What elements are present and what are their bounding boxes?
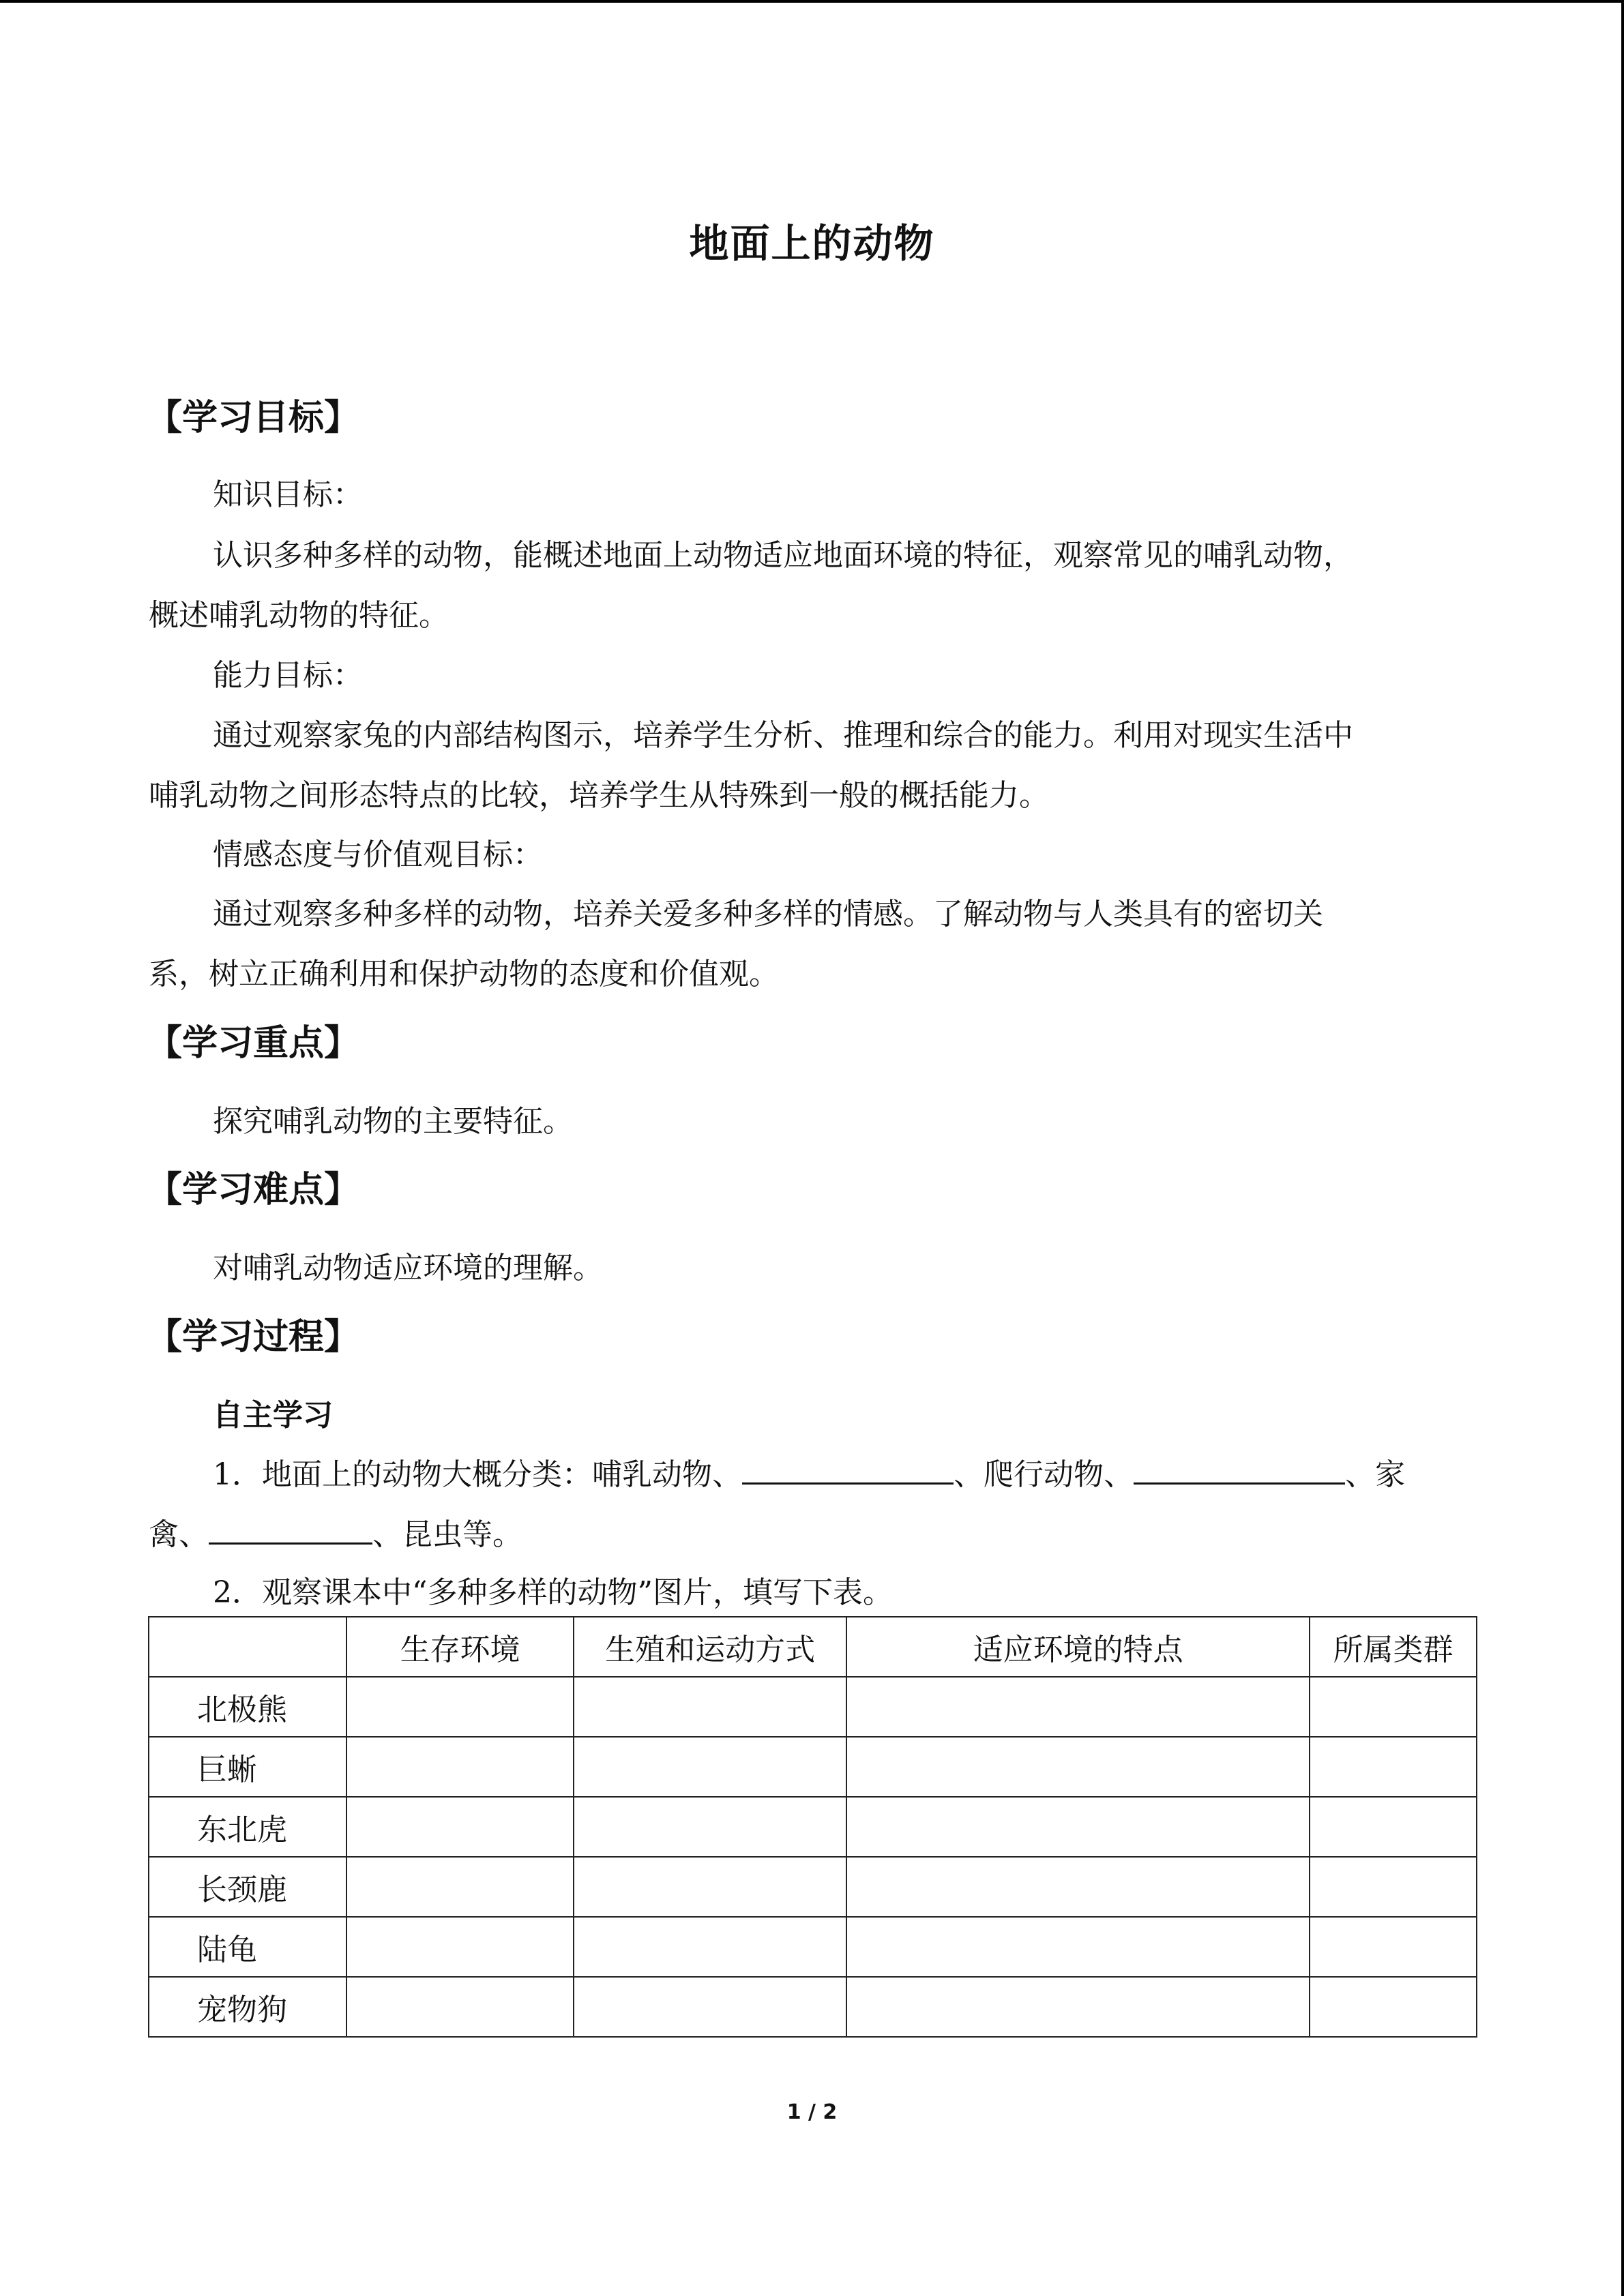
ability-label: 能力目标： (213, 658, 363, 693)
table-cell[interactable] (1310, 1737, 1477, 1797)
process-heading: 【学习过程】 (147, 1317, 360, 1358)
question-2: 2．观察课本中“多种多样的动物”图片，填写下表。 (213, 1575, 893, 1610)
table-cell[interactable] (574, 1977, 846, 2037)
table-row (149, 1797, 1477, 1857)
table-cell[interactable] (1310, 1917, 1477, 1977)
table-cell[interactable] (574, 1737, 846, 1797)
page-title: 地面上的动物 (689, 220, 935, 267)
table-cell[interactable] (846, 1677, 1310, 1737)
question-1-text-b: 、爬行动物、 (954, 1457, 1134, 1492)
table-header-cell: 生殖和运动方式 (574, 1617, 846, 1677)
table-row (149, 1977, 1477, 2037)
table-row (149, 1917, 1477, 1977)
table-cell[interactable] (846, 1737, 1310, 1797)
knowledge-text-line-2: 概述哺乳动物的特征。 (149, 598, 449, 633)
table-cell[interactable] (846, 1797, 1310, 1857)
table-cell[interactable] (846, 1917, 1310, 1977)
table-cell[interactable] (1310, 1797, 1477, 1857)
table-header-cell: 所属类群 (1310, 1617, 1477, 1677)
table-cell[interactable] (346, 1737, 574, 1797)
knowledge-text-line-1: 认识多种多样的动物，能概述地面上动物适应地面环境的特征，观察常见的哺乳动物， (213, 538, 1353, 573)
fill-blank-3[interactable] (209, 1512, 372, 1545)
table-cell[interactable] (846, 1857, 1310, 1917)
table-cell[interactable] (574, 1857, 846, 1917)
key-points-heading: 【学习重点】 (147, 1023, 360, 1064)
table-header-row (149, 1617, 1477, 1677)
table-cell[interactable] (346, 1797, 574, 1857)
table-cell[interactable] (1310, 1977, 1477, 2037)
objectives-heading: 【学习目标】 (147, 398, 360, 438)
emotion-label: 情感态度与价值观目标： (213, 837, 543, 872)
table-cell[interactable] (574, 1677, 846, 1737)
question-1-line-2 (149, 1512, 522, 1555)
table-header-cell: 生存环境 (346, 1617, 574, 1677)
knowledge-label: 知识目标： (213, 477, 363, 512)
fill-blank-1[interactable] (742, 1452, 954, 1485)
table-header-cell (149, 1617, 346, 1677)
table-cell[interactable] (1310, 1857, 1477, 1917)
key-points-text: 探究哺乳动物的主要特征。 (213, 1104, 573, 1139)
ability-text-line-2: 哺乳动物之间形态特点的比较，培养学生从特殊到一般的概括能力。 (149, 778, 1049, 813)
emotion-text-line-1: 通过观察多种多样的动物，培养关爱多种多样的情感。了解动物与人类具有的密切关 (213, 897, 1323, 931)
fill-blank-2[interactable] (1134, 1452, 1345, 1485)
question-1-text-d: 禽、 (149, 1517, 209, 1552)
difficulties-heading: 【学习难点】 (147, 1169, 360, 1210)
animal-name-cell: 东北虎 (149, 1797, 346, 1857)
table-cell[interactable] (1310, 1677, 1477, 1737)
page-number: 1 / 2 (786, 2100, 838, 2124)
ability-text-line-1: 通过观察家兔的内部结构图示，培养学生分析、推理和综合的能力。利用对现实生活中 (213, 718, 1353, 753)
table-cell[interactable] (574, 1797, 846, 1857)
page-border-top (0, 0, 1624, 3)
table-cell[interactable] (346, 1917, 574, 1977)
table-row (149, 1857, 1477, 1917)
table-cell[interactable] (346, 1857, 574, 1917)
table-header-cell: 适应环境的特点 (846, 1617, 1310, 1677)
page-border-right (1621, 0, 1624, 2296)
question-1-line-1 (213, 1452, 1405, 1495)
table-cell[interactable] (574, 1917, 846, 1977)
animal-name-cell: 陆龟 (149, 1917, 346, 1977)
animal-name-cell: 巨蜥 (149, 1737, 346, 1797)
question-1-text-c: 、家 (1345, 1457, 1405, 1492)
emotion-text-line-2: 系，树立正确利用和保护动物的态度和价值观。 (149, 957, 779, 992)
question-1-text-a: 1．地面上的动物大概分类：哺乳动物、 (213, 1457, 742, 1492)
table-cell[interactable] (346, 1977, 574, 2037)
animal-name-cell: 宠物狗 (149, 1977, 346, 2037)
table-cell[interactable] (846, 1977, 1310, 2037)
table-row (149, 1737, 1477, 1797)
table-cell[interactable] (346, 1677, 574, 1737)
animal-name-cell: 北极熊 (149, 1677, 346, 1737)
animal-table (148, 1616, 1477, 2038)
animal-name-cell: 长颈鹿 (149, 1857, 346, 1917)
table-row (149, 1677, 1477, 1737)
difficulties-text: 对哺乳动物适应环境的理解。 (213, 1251, 603, 1285)
self-study-label: 自主学习 (213, 1398, 333, 1433)
question-1-text-e: 、昆虫等。 (372, 1517, 522, 1552)
